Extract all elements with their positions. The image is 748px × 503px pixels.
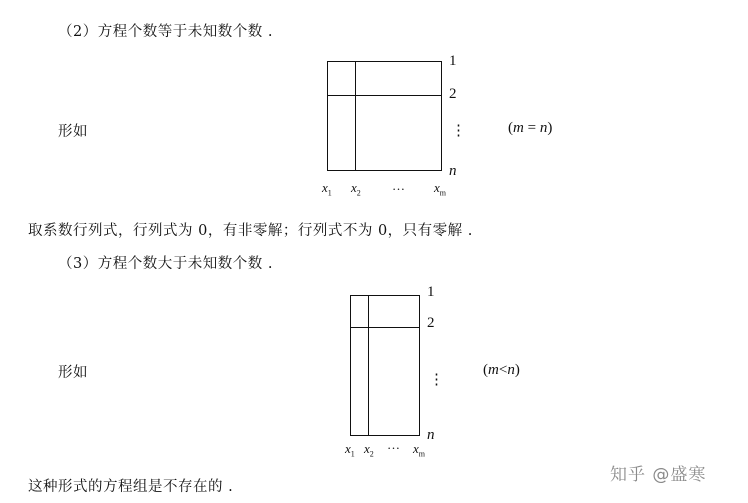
section3-row-label-2: 2 xyxy=(427,315,435,331)
section2-col-label-x2: $x_2$ xyxy=(351,180,361,198)
section3-matrix-frame xyxy=(350,295,420,436)
section3-column-divider xyxy=(368,295,369,436)
section3-row-label-vdots: ⋮ xyxy=(429,372,444,388)
section2-matrix-frame xyxy=(327,61,442,171)
section2-col-label-dots: … xyxy=(392,178,405,193)
section2-label: 形如 xyxy=(58,124,88,140)
section2-row-label-1: 1 xyxy=(449,53,457,69)
section2-row-label-2: 2 xyxy=(449,86,457,102)
watermark: 知乎 @盛寒 xyxy=(610,465,707,485)
section2-col-label-x1: $x_1$ xyxy=(322,180,332,198)
section2-row-divider xyxy=(327,95,442,96)
section2-conclusion: 取系数行列式，行列式为 0，有非零解；行列式不为 0，只有零解 . xyxy=(28,223,473,239)
section3-condition: (m<n) xyxy=(483,362,520,378)
section3-conclusion: 这种形式的方程组是不存在的 . xyxy=(28,479,234,495)
section2-col-label-xm: $x_m$ xyxy=(434,180,447,198)
section2-row-label-vdots: ⋮ xyxy=(451,123,466,139)
section3-col-label-x1: $x_1$ xyxy=(345,441,355,459)
section2-condition: (m = n) xyxy=(508,120,553,136)
section3-heading: （3）方程个数大于未知数个数 . xyxy=(58,256,273,272)
section2-column-divider xyxy=(355,61,356,171)
section3-col-label-dots: … xyxy=(387,437,400,452)
section3-row-divider xyxy=(350,327,420,328)
section2-row-label-n: n xyxy=(449,163,457,179)
section3-label: 形如 xyxy=(58,365,88,381)
section2-heading: （2）方程个数等于未知数个数 . xyxy=(58,24,273,40)
section3-col-label-xm: $x_m$ xyxy=(413,441,426,459)
section3-row-label-n: n xyxy=(427,427,435,443)
section3-row-label-1: 1 xyxy=(427,284,435,300)
section3-col-label-x2: $x_2$ xyxy=(364,441,374,459)
